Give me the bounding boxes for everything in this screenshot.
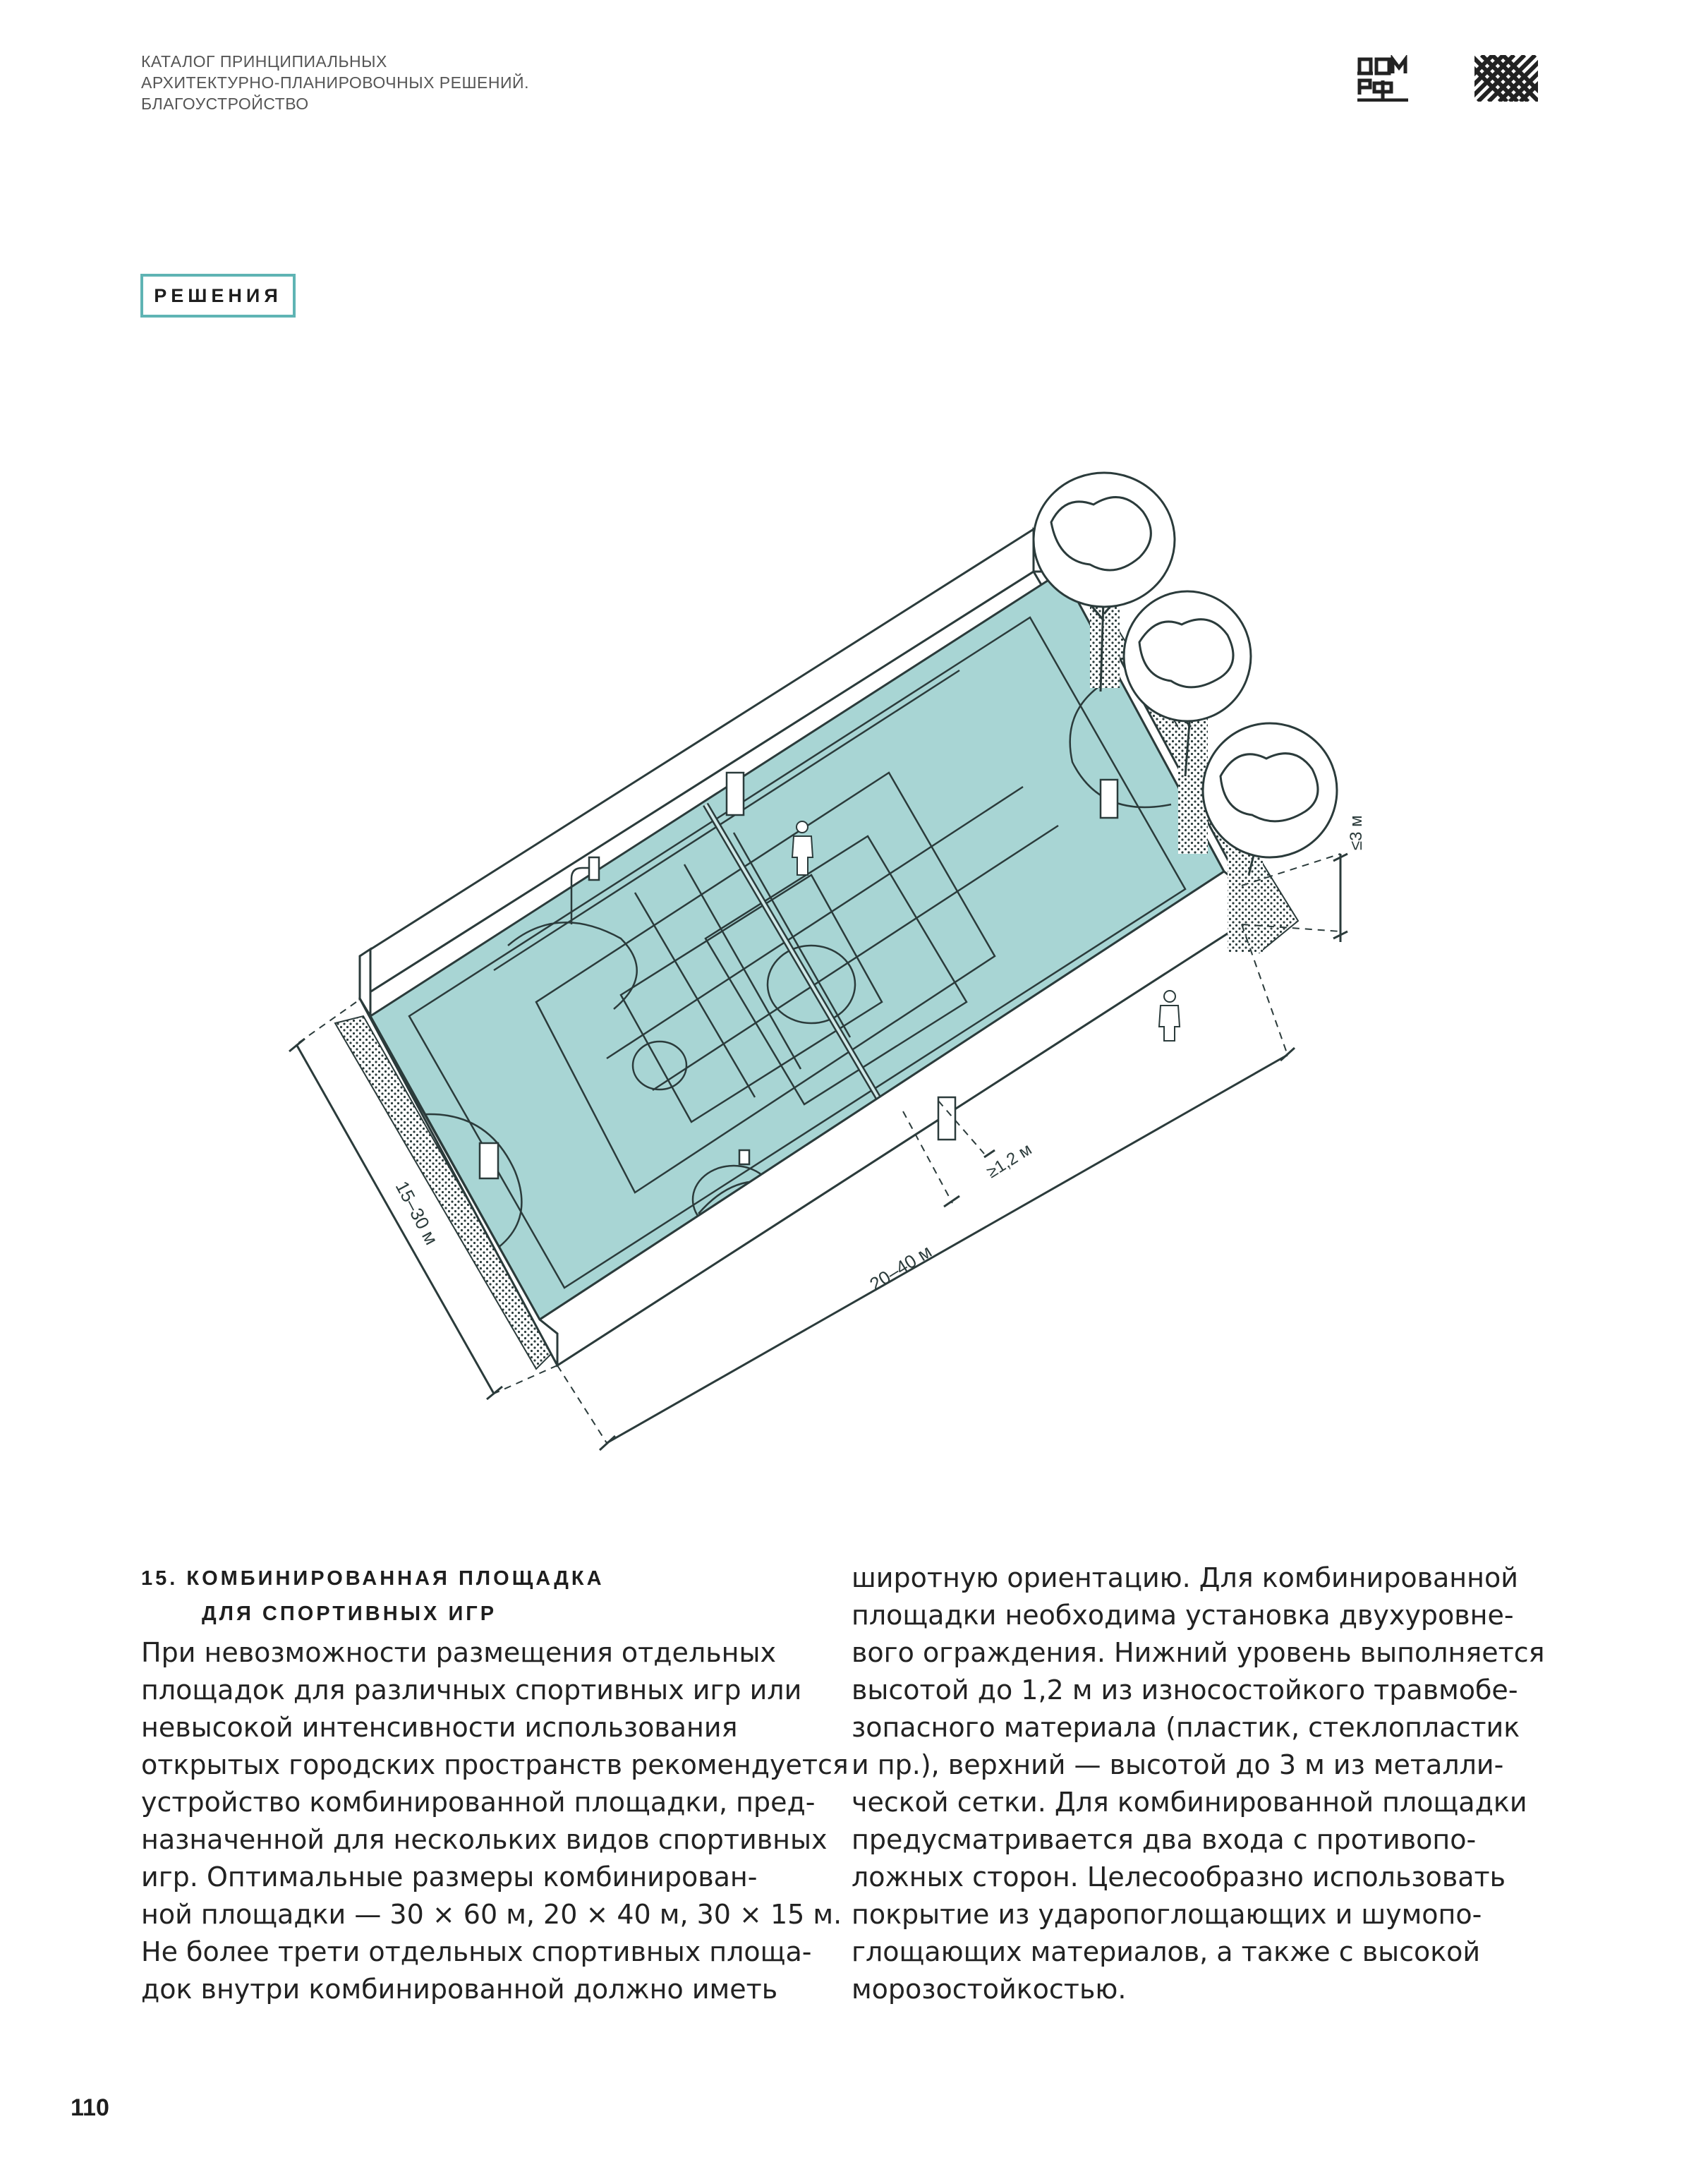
figure-title: [141, 1561, 605, 1631]
text-line: назначенной для нескольких видов спортивных: [141, 1824, 828, 1855]
text-line: ложных сторон. Целесообразно использовать: [852, 1861, 1506, 1893]
text-line: морозостойкостью.: [852, 1974, 1127, 2005]
text-line: Не более трети отдельных спортивных площа-: [141, 1936, 812, 1967]
text-line: площадки необходима установка двухуровне-: [852, 1600, 1514, 1631]
dim-width-label: 15–30 м: [391, 1177, 442, 1248]
text-line: зопасного материала (пластик, стеклопластик: [852, 1712, 1520, 1743]
text-line: док внутри комбинированной должно иметь: [141, 1974, 778, 2005]
diagonal-pattern-logo-icon: [1474, 55, 1538, 102]
text-line: площадок для различных спортивных игр или: [141, 1674, 802, 1706]
body-text-left: [141, 1634, 849, 2008]
page-number: 110: [71, 2094, 109, 2121]
text-line: и пр.), верхний — высотой до 3 м из металли-: [852, 1749, 1504, 1780]
text-line: покрытие из ударопоглощающих и шумопо-: [852, 1899, 1482, 1930]
caption-line: БЛАГОУСТРОЙСТВО: [141, 95, 309, 113]
text-line: предусматривается два входа с противопо-: [852, 1824, 1477, 1855]
caption-line: КАТАЛОГ ПРИНЦИПИАЛЬНЫХ: [141, 52, 387, 71]
text-line: широтную ориентацию. Для комбинированной: [852, 1562, 1518, 1593]
dim-upper-fence-label: ≤3 м: [1347, 815, 1366, 850]
dim-lower-fence-label: ≥1,2 м: [983, 1140, 1036, 1183]
text-line: ной площадки — 30 × 60 м, 20 × 40 м, 30 × 15 м.: [141, 1899, 842, 1930]
figure-title-line: ДЛЯ СПОРТИВНЫХ ИГР: [202, 1602, 497, 1625]
text-line: ческой сетки. Для комбинированной площадки: [852, 1787, 1527, 1818]
body-text-right: [852, 1559, 1545, 2008]
text-line: высотой до 1,2 м из износостойкого травмобе-: [852, 1674, 1518, 1706]
text-line: При невозможности размещения отдельных: [141, 1637, 776, 1668]
text-line: невысокой интенсивности использования: [141, 1712, 738, 1743]
dom-rf-logo-icon: [1357, 55, 1408, 102]
dim-length-label: 20–40 м: [866, 1241, 935, 1296]
sports-court-diagram: [268, 445, 1397, 1475]
text-line: вого ограждения. Нижний уровень выполняется: [852, 1637, 1545, 1668]
figure-title-line: 15. КОМБИНИРОВАННАЯ ПЛОЩАДКА: [141, 1567, 605, 1590]
caption-line: АРХИТЕКТУРНО-ПЛАНИРОВОЧНЫХ РЕШЕНИЙ.: [141, 73, 529, 92]
text-line: устройство комбинированной площадки, пред-: [141, 1787, 816, 1818]
text-line: глощающих материалов, а также с высокой: [852, 1936, 1481, 1967]
text-line: открытых городских пространств рекомендуется: [141, 1749, 849, 1780]
section-tag: РЕШЕНИЯ: [140, 274, 296, 318]
catalog-caption: [141, 51, 529, 114]
text-line: игр. Оптимальные размеры комбинирован-: [141, 1861, 758, 1893]
